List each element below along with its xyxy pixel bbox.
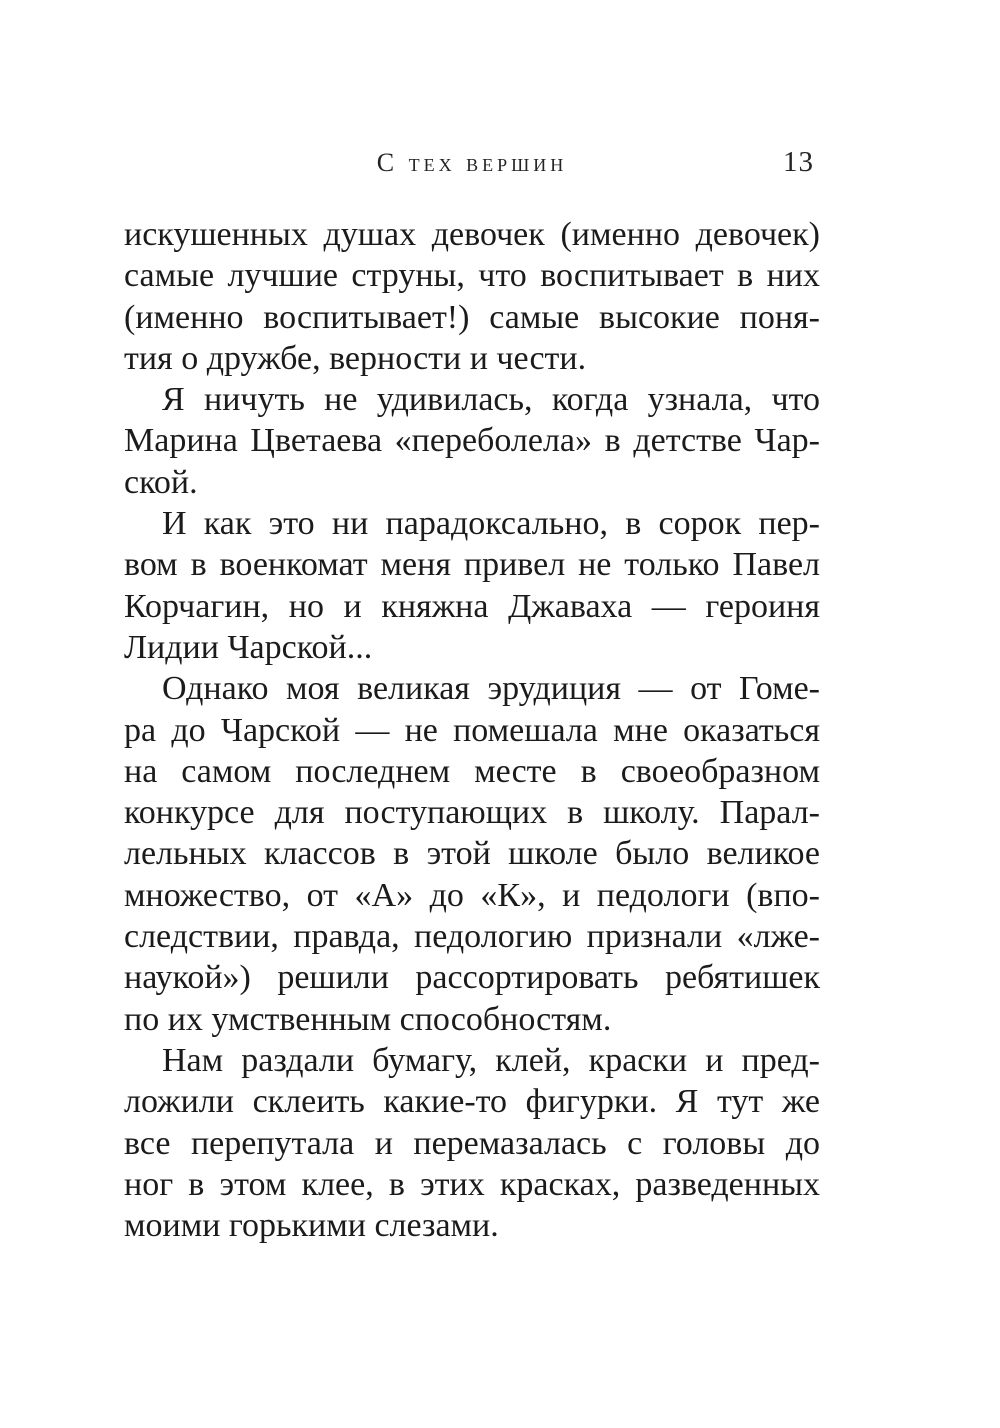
- text-line: тия о дружбе, верности и чести.: [124, 339, 587, 377]
- chapter-title: С тех вершин: [376, 148, 568, 177]
- text-line: все перепутала и перемазалась с головы до: [124, 1124, 820, 1162]
- text-line: вом в военкомат меня привел не только Павел: [124, 546, 820, 584]
- text-line: И как это ни парадоксально, в сорок пер-: [162, 505, 820, 543]
- text-line: ног в этом клее, в этих красках, разведенных: [124, 1165, 820, 1203]
- text-line: Нам раздали бумагу, клей, краски и пред-: [162, 1041, 820, 1079]
- text-line: по их умственным способностям.: [124, 1000, 612, 1038]
- text-line: ской.: [124, 463, 198, 501]
- running-header: [124, 148, 820, 182]
- text-line: на самом последнем месте в своеобразном: [124, 752, 820, 790]
- text-line: ложили склеить какие-то фигурки. Я тут же: [124, 1083, 820, 1121]
- text-line: (именно воспитывает!) самые высокие поня-: [124, 298, 820, 336]
- text-line: Марина Цветаева «переболела» в детстве Чар-: [124, 422, 820, 460]
- text-line: Я ничуть не удивилась, когда узнала, что: [162, 381, 820, 419]
- text-line: лельных классов в этой школе было великое: [124, 835, 820, 873]
- text-line: самые лучшие струны, что воспитывает в них: [124, 257, 820, 295]
- text-line: ра до Чарской — не помешала мне оказаться: [124, 711, 820, 749]
- text-line: Однако моя великая эрудиция — от Гоме-: [162, 670, 820, 708]
- text-line: множество, от «А» до «К», и педологи (впо-: [124, 876, 820, 914]
- text-line: Корчагин, но и княжна Джаваха — героиня: [124, 587, 820, 625]
- text-line: следствии, правда, педологию признали «лже-: [124, 918, 820, 956]
- page-body: [124, 214, 820, 1246]
- text-line: конкурсе для поступающих в школу. Парал-: [124, 794, 820, 832]
- text-line: наукой») решили рассортировать ребятишек: [124, 959, 820, 997]
- text-line: искушенных душах девочек (именно девочек): [124, 216, 820, 253]
- text-line: Лидии Чарской...: [124, 628, 373, 666]
- text-line: моими горькими слезами.: [124, 1207, 499, 1245]
- page-number: 13: [783, 146, 814, 178]
